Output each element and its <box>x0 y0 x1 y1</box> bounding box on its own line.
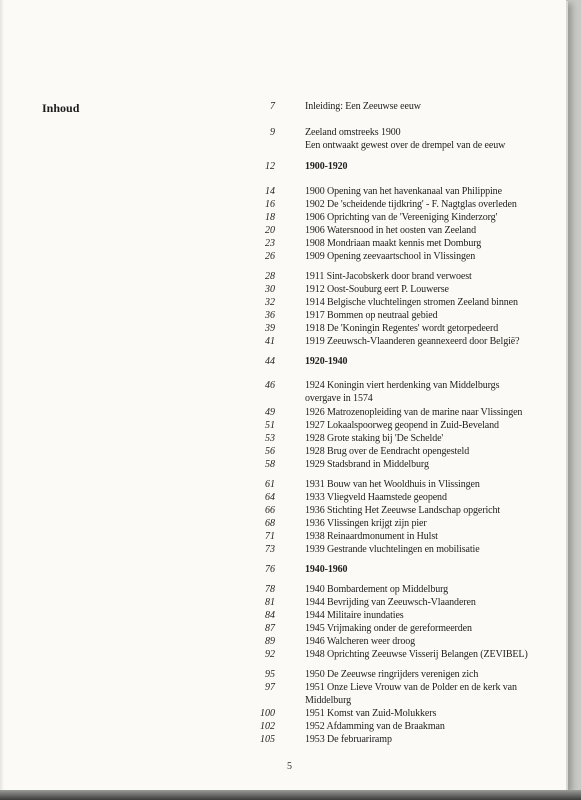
toc-page-number: 92 <box>265 649 275 660</box>
toc-entry-title: 1906 Watersnood in het oosten van Zeeland <box>305 225 476 236</box>
toc-entry-title: 1929 Stadsbrand in Middelburg <box>305 459 429 470</box>
toc-page-number: 20 <box>265 225 275 236</box>
toc-page-number: 51 <box>265 420 275 431</box>
toc-entry-title: 1918 De 'Koningin Regentes' wordt getorpedeerd <box>305 323 499 334</box>
toc-entry-title: 1919 Zeeuwsch-Vlaanderen geannexeerd door België? <box>305 336 520 347</box>
toc-entry-title: 1906 Oprichting van de 'Vereeniging Kinderzorg' <box>305 212 498 223</box>
toc-entry-title: 1917 Bommen op neutraal gebied <box>305 310 438 321</box>
toc-page-number: 32 <box>265 297 275 308</box>
toc-entry-title: 1946 Walcheren weer droog <box>305 636 416 647</box>
page-bottom-edge <box>0 790 581 800</box>
page-spine-shadow <box>0 0 4 790</box>
toc-entry-title: 1951 Onze Lieve Vrouw van de Polder en de kerk van <box>305 682 517 693</box>
toc-entry-title: 1953 De februariramp <box>305 734 392 745</box>
toc-page-number: 95 <box>265 669 275 680</box>
toc-entry-title: 1944 Militaire inundaties <box>305 610 404 621</box>
toc-entry-title: 1940 Bombardement op Middelburg <box>305 584 449 595</box>
toc-entry-title: overgave in 1574 <box>305 393 373 404</box>
toc-entry-title: 1948 Oprichting Zeeuwse Visserij Belangen (ZEVIBEL) <box>305 649 528 660</box>
toc-entry-title: 1912 Oost-Souburg eert P. Louwerse <box>305 284 449 295</box>
toc-page-number: 81 <box>265 597 275 608</box>
toc-entry-title: 1945 Vrijmaking onder de gereformeerden <box>305 623 472 634</box>
toc-page-number: 61 <box>265 479 275 490</box>
toc-entry-title: 1950 De Zeeuwse ringrijders verenigen zich <box>305 669 479 680</box>
toc-page-number: 97 <box>265 682 275 693</box>
toc-page-number: 102 <box>260 721 275 732</box>
toc-entry-title: Zeeland omstreeks 1900 <box>305 127 401 138</box>
toc-entry-title: 1928 Brug over de Eendracht opengesteld <box>305 446 470 457</box>
toc-entry-title: 1914 Belgische vluchtelingen stromen Zeeland binnen <box>305 297 518 308</box>
toc-page-number: 46 <box>265 380 275 391</box>
toc-entry-title: 1908 Mondriaan maakt kennis met Domburg <box>305 238 482 249</box>
toc-page-number: 26 <box>265 251 275 262</box>
toc-page-number: 16 <box>265 199 275 210</box>
toc-page-number: 49 <box>265 407 275 418</box>
toc-page-number: 14 <box>265 186 275 197</box>
toc-page-number: 78 <box>265 584 275 595</box>
toc-entry-title: 1936 Stichting Het Zeeuwse Landschap opgericht <box>305 505 501 516</box>
toc-page-number: 58 <box>265 459 275 470</box>
toc-page-number: 100 <box>260 708 275 719</box>
toc-entry-title: 1936 Vlissingen krijgt zijn pier <box>305 518 427 529</box>
toc-heading: Inhoud <box>42 101 80 115</box>
toc-page-number: 84 <box>265 610 275 621</box>
toc-entry-title: 1951 Komst van Zuid-Molukkers <box>305 708 437 719</box>
toc-section-title: 1920-1940 <box>305 356 348 367</box>
toc-page-number: 68 <box>265 518 275 529</box>
toc-page-number: 9 <box>270 127 275 138</box>
toc-entry-title: 1900 Opening van het havenkanaal van Philippine <box>305 186 502 197</box>
toc-page-number: 87 <box>265 623 275 634</box>
toc-page-number: 89 <box>265 636 275 647</box>
toc-page-number: 105 <box>260 734 275 745</box>
toc-section-title: 1940-1960 <box>305 564 348 575</box>
toc-entry-title: 1944 Bevrijding van Zeeuwsch-Vlaanderen <box>305 597 476 608</box>
toc-entry-title: 1909 Opening zeevaartschool in Vlissingen <box>305 251 476 262</box>
toc-page-number: 44 <box>265 356 275 367</box>
toc-page-number: 39 <box>265 323 275 334</box>
toc-entry-title: 1939 Gestrande vluchtelingen en mobilisatie <box>305 544 480 555</box>
toc-entry-title: 1924 Koningin viert herdenking van Middelburgs <box>305 380 500 391</box>
toc-page-number: 56 <box>265 446 275 457</box>
toc-page-number: 53 <box>265 433 275 444</box>
toc-page-number: 36 <box>265 310 275 321</box>
toc-entry-title: 1931 Bouw van het Wooldhuis in Vlissingen <box>305 479 480 490</box>
toc-entry-title: Middelburg <box>305 695 352 706</box>
toc-page-number: 64 <box>265 492 275 503</box>
toc-entry-title: 1933 Vliegveld Haamstede geopend <box>305 492 447 503</box>
page-number: 5 <box>287 761 292 772</box>
toc-entry-title: 1928 Grote staking bij 'De Schelde' <box>305 433 444 444</box>
toc-section-title: 1900-1920 <box>305 161 348 172</box>
toc-page-number: 73 <box>265 544 275 555</box>
toc-page-number: 66 <box>265 505 275 516</box>
toc-page-number: 28 <box>265 271 275 282</box>
toc-page-number: 30 <box>265 284 275 295</box>
toc-entry-title: 1952 Afdamming van de Braakman <box>305 721 445 732</box>
toc-page-number: 18 <box>265 212 275 223</box>
toc-page-number: 71 <box>265 531 275 542</box>
toc-page-number: 41 <box>265 336 275 347</box>
toc-page-number: 23 <box>265 238 275 249</box>
toc-entry-title: 1911 Sint-Jacobskerk door brand verwoest <box>305 271 472 282</box>
toc-page-number: 76 <box>265 564 275 575</box>
toc-entry-title: 1902 De 'scheidende tijdkring' - F. Nagtglas overleden <box>305 199 517 210</box>
toc-entry-title: 1926 Matrozenopleiding van de marine naar Vlissingen <box>305 407 523 418</box>
toc-entry-title: Inleiding: Een Zeeuwse eeuw <box>305 101 421 112</box>
toc-entry-title: 1938 Reinaardmonument in Hulst <box>305 531 438 542</box>
toc-entry-title: Een ontwaakt gewest over de drempel van de eeuw <box>305 140 506 151</box>
toc-page-number: 7 <box>270 101 275 112</box>
toc-entry-title: 1927 Lokaalspoorweg geopend in Zuid-Beveland <box>305 420 499 431</box>
toc-page-number: 12 <box>265 161 275 172</box>
